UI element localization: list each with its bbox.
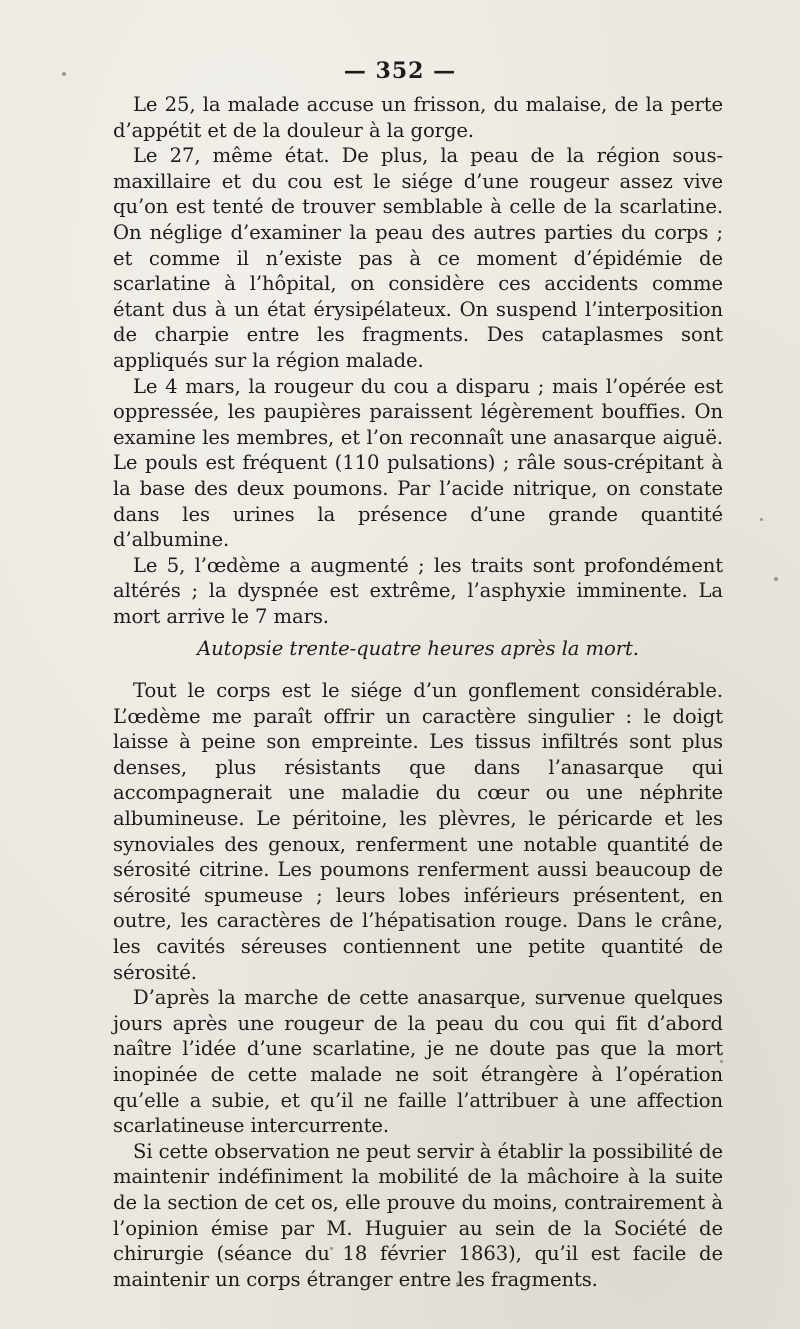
page-number: — 352 — xyxy=(343,58,457,84)
paper-speck xyxy=(774,577,778,581)
paragraph-autopsy-findings: Tout le corps est le siége d’un gonflement considérable. L’œdème me paraît offrir un caractère singulier : le doigt laisse à peine son empreinte. Les tissus infiltrés sont plus denses, plus résistants que dans l’anasarque qui accompagnerait une maladie du cœur ou une néphrite albumineuse. Le péritoine, les plèvres, le péricarde et les synoviales des genoux, renferment une notable quantité de sérosité citrine. Les poumons renferment aussi beaucoup de sérosité spumeuse ; leurs lobes inférieurs présentent, en outre, les caractères de l’hépatisation rouge. Dans le crâne, les cavités séreuses contiennent une petite quantité de sérosité. xyxy=(113,679,723,984)
paragraph-conclusion: D’après la marche de cette anasarque, survenue quelques jours après une rougeur de la peau du cou qui fit d’abord naître l’idée d’une scarlatine, je ne doute pas que la mort inopinée de cette malade ne soit étrangère à l’opération qu’elle a subie, et qu’il ne faille l’attribuer à une affection scarlatineuse intercurrente. xyxy=(113,986,723,1138)
body-text xyxy=(113,92,723,1292)
paper-speck xyxy=(760,518,763,521)
autopsy-heading: Autopsie trente-quatre heures après la mort. xyxy=(197,637,639,661)
paragraph-25: Le 25, la malade accuse un frisson, du malaise, de la perte d’appétit et de la douleur à la gorge. xyxy=(113,93,723,142)
paper-speck xyxy=(330,1247,333,1250)
paragraph-4-mars: Le 4 mars, la rougeur du cou a disparu ; mais l’opérée est oppressée, les paupières paraissent légèrement bouffies. On examine les membres, et l’on reconnaît une anasarque aiguë. Le pouls est fréquent (110 pulsations) ; râle sous-crépitant à la base des deux poumons. Par l’acide nitrique, on constate dans les urines la présence d’une grande quantité d’albumine. xyxy=(113,374,723,552)
paragraph-5: Le 5, l’œdème a augmenté ; les traits sont profondément altérés ; la dyspnée est extrême, l’asphyxie imminente. La mort arrive le 7 mars. xyxy=(113,553,723,628)
paragraph-final: Si cette observation ne peut servir à établir la possibilité de maintenir indéfiniment la mobilité de la mâchoire à la suite de la section de cet os, elle prouve du moins, contrairement à l’opinion émise par M. Huguier au sein de la Société de chirurgie (séance du 18 février 1863), qu’il est facile de maintenir un corps étranger entre les fragments. xyxy=(113,1139,723,1291)
paper-speck xyxy=(456,1282,459,1287)
paper-speck xyxy=(62,72,66,76)
paper-speck xyxy=(118,334,121,337)
paragraph-27: Le 27, même état. De plus, la peau de la région sous-maxillaire et du cou est le siége d’une rougeur assez vive qu’on est tenté de trouver semblable à celle de la scarlatine. On néglige d’examiner la peau des autres parties du corps ; et comme il n’existe pas à ce moment d’épidémie de scarlatine à l’hôpital, on considère ces accidents comme étant dus à un état érysipélateux. On suspend l’interposition de charpie entre les fragments. Des cataplasmes sont appliqués sur la région malade. xyxy=(113,144,723,372)
paper-speck xyxy=(720,1060,723,1063)
